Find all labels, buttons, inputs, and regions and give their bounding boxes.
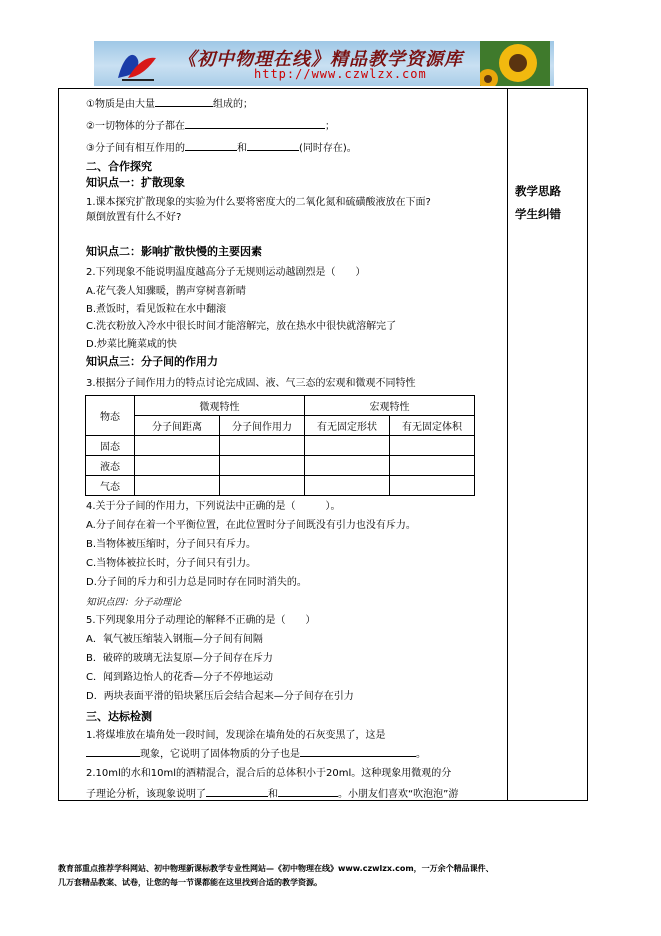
- table-header-state: 物态: [86, 396, 135, 436]
- option-2b: B.煮饭时，看见饭粒在水中翻滚: [86, 304, 227, 315]
- fill-line-3: ③分子间有相互作用的 和 (同时存在)。: [86, 140, 357, 156]
- question-5: 5.下列现象用分子动理论的解释不正确的是（ ）: [86, 615, 316, 626]
- option-5d: D．两块表面平滑的铅块紧压后会结合起来—分子间存在引力: [86, 691, 354, 702]
- site-logo-icon: [114, 46, 160, 82]
- table-row-label: 固态: [86, 436, 135, 456]
- table-col-header: 有无固定形状: [305, 416, 390, 436]
- fill-line-2: ②一切物体的分子都在 ；: [86, 118, 335, 134]
- table-row-label: 气态: [86, 476, 135, 496]
- table-cell[interactable]: [390, 456, 475, 476]
- fill-line-1: ①物质是由大量 组成的；: [86, 96, 253, 112]
- blank-3[interactable]: [185, 140, 237, 151]
- knowledge-point-2: 知识点二：影响扩散快慢的主要因素: [86, 245, 262, 258]
- test-2-cont: 子理论分析，该现象说明了 和 。小朋友们喜欢“吹泡泡”游: [86, 786, 458, 802]
- blank-5[interactable]: [86, 746, 140, 757]
- option-4c: C.当物体被拉长时，分子间只有引力。: [86, 558, 257, 569]
- section-heading: 三、达标检测: [86, 710, 152, 723]
- blank-6[interactable]: [300, 746, 416, 757]
- option-2a: A.花气袭人知骤暖，鹊声穿树喜新晴: [86, 286, 246, 297]
- option-5a: A．氧气被压缩装入钢瓶—分子间有间隔: [86, 634, 263, 645]
- test-1-cont: 现象，它说明了固体物质的分子也是 。: [86, 746, 426, 762]
- question-1-cont: 颠倒放置有什么不好?: [86, 212, 182, 223]
- footer-line-2: 几万套精品教案、试卷，让您的每一节课都能在这里找到合适的教学资源。: [58, 878, 322, 887]
- table-cell[interactable]: [220, 436, 305, 456]
- table-cell[interactable]: [220, 476, 305, 496]
- table-col-header: 分子间作用力: [220, 416, 305, 436]
- blank-4[interactable]: [247, 140, 299, 151]
- table-col-header: 分子间距离: [135, 416, 220, 436]
- side-heading: 教学思路: [515, 184, 561, 198]
- question-4: 4.关于分子间的作用力，下列说法中正确的是（ ）。: [86, 501, 341, 512]
- option-2d: D.炒菜比腌菜咸的快: [86, 339, 177, 350]
- table-row: [86, 476, 475, 496]
- table-cell[interactable]: [390, 476, 475, 496]
- knowledge-point-4: 知识点四：分子动理论: [86, 597, 182, 608]
- blank-7[interactable]: [206, 786, 268, 797]
- banner-url[interactable]: http://www.czwlzx.com: [254, 67, 427, 81]
- option-5b: B．破碎的玻璃无法复原—分子间存在斥力: [86, 653, 273, 664]
- table-cell[interactable]: [390, 436, 475, 456]
- table-row: [86, 456, 475, 476]
- table-cell[interactable]: [305, 456, 390, 476]
- table-header-micro: 微观特性: [135, 396, 305, 416]
- knowledge-point-3: 知识点三：分子间的作用力: [86, 355, 218, 368]
- test-1: 1.将煤堆放在墙角处一段时间，发现涂在墙角处的石灰变黑了，这是: [86, 730, 386, 741]
- banner-title: 《初中物理在线》精品教学资源库: [178, 49, 463, 70]
- option-4a: A.分子间存在着一个平衡位置，在此位置时分子间既没有引力也没有斥力。: [86, 520, 416, 531]
- blank-2[interactable]: [185, 118, 325, 129]
- test-2: 2.10ml的水和10ml的酒精混合，混合后的总体积小于20ml。这种现象用微观的分: [86, 768, 452, 779]
- side-subheading: 学生纠错: [515, 207, 561, 221]
- footer-line-1: 教育部重点推荐学科网站、初中物理新课标教学专业性网站—《初中物理在线》www.czwlzx.com，一万余个精品课件、: [58, 864, 494, 873]
- option-5c: C．闻到路边怡人的花香—分子不停地运动: [86, 672, 273, 683]
- blank-1[interactable]: [155, 96, 213, 107]
- table-cell[interactable]: [305, 436, 390, 456]
- question-2: 2.下列现象不能说明温度越高分子无规则运动越剧烈是（ ）: [86, 267, 366, 278]
- table-cell[interactable]: [305, 476, 390, 496]
- question-1: 1.课本探究扩散现象的实验为什么要将密度大的二氧化氮和硫磺酸液放在下面?: [86, 197, 431, 208]
- table-cell[interactable]: [135, 436, 220, 456]
- table-row-label: 液态: [86, 456, 135, 476]
- section-heading: 二、合作探究: [86, 160, 152, 173]
- table-row: [86, 436, 475, 456]
- option-4d: D.分子间的斥力和引力总是同时存在同时消失的。: [86, 577, 307, 588]
- states-table: [85, 395, 475, 496]
- table-cell[interactable]: [135, 476, 220, 496]
- side-notes: [515, 180, 561, 226]
- table-cell[interactable]: [135, 456, 220, 476]
- question-3: 3.根据分子间作用力的特点讨论完成固、液、气三态的宏观和微观不同特性: [86, 378, 416, 389]
- table-header-macro: 宏观特性: [305, 396, 475, 416]
- page-footer: [58, 862, 494, 890]
- option-4b: B.当物体被压缩时，分子间只有斥力。: [86, 539, 257, 550]
- option-2c: C.洗衣粉放入冷水中很长时间才能溶解完，放在热水中很快就溶解完了: [86, 321, 397, 332]
- sunflower-icon: [480, 41, 550, 86]
- blank-8[interactable]: [278, 786, 338, 797]
- table-cell[interactable]: [220, 456, 305, 476]
- table-col-header: 有无固定体积: [390, 416, 475, 436]
- site-banner: [94, 41, 554, 86]
- knowledge-point-1: 知识点一：扩散现象: [86, 176, 185, 189]
